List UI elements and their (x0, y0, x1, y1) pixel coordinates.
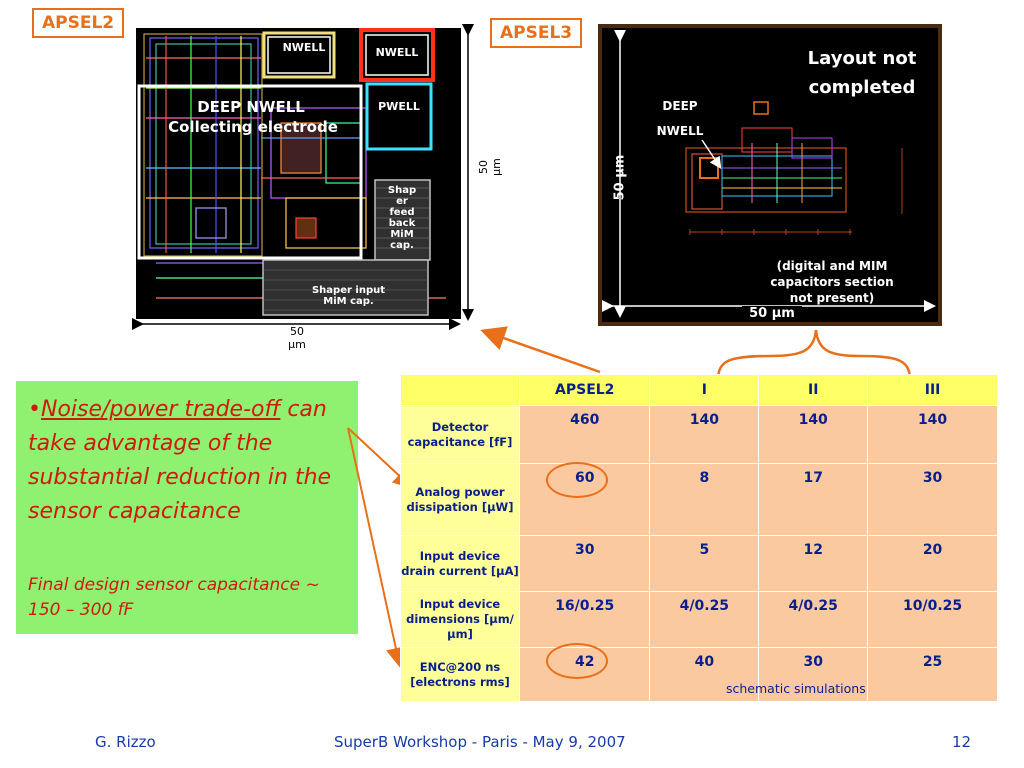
apsel3-layout-frame (598, 24, 942, 326)
footer-page-number: 12 (952, 733, 972, 751)
table-header-cell: I (650, 375, 759, 406)
table-cell: 60 (520, 464, 650, 536)
table-row (401, 406, 998, 464)
footer-author: G. Rizzo (95, 733, 156, 751)
simulation-note: schematic simulations (726, 681, 866, 696)
table-cell: 20 (868, 536, 998, 592)
table-cell: 140 (650, 406, 759, 464)
row-label: Input device dimensions [μm/μm] (401, 592, 520, 648)
apsel3-dim-horizontal: 50 μm (742, 306, 802, 321)
row-label: Input device drain current [μA] (401, 536, 520, 592)
row-label: Detector capacitance [fF] (401, 406, 520, 464)
row-label: Analog power dissipation [μW] (401, 464, 520, 536)
pwell-label: PWELL (378, 100, 420, 113)
main-bullet (28, 393, 350, 529)
sub-bullet: Final design sensor capacitance ~ 150 – 300 fF (28, 575, 320, 620)
apsel3-dim-vertical: 50 μm (612, 154, 628, 201)
table-header-cell: III (868, 375, 998, 406)
table-cell: 30 (759, 648, 868, 702)
apsel2-pointer-arrow (492, 334, 600, 372)
apsel2-tag (32, 8, 124, 38)
apsel3-layout-image (602, 28, 938, 322)
footer-event: SuperB Workshop - Paris - May 9, 2007 (334, 733, 626, 751)
table-row (401, 592, 998, 648)
bullet-main-text: can take advantage of the substantial reduction in the sensor capacitance (28, 397, 332, 524)
table-cell: 140 (868, 406, 998, 464)
table-cell: 17 (759, 464, 868, 536)
table-header-cell: APSEL2 (520, 375, 650, 406)
nwell-label-a: NWELL (282, 41, 326, 54)
table-cell: 12 (759, 536, 868, 592)
nwell-label-b: NWELL (375, 46, 419, 59)
bullet-underlined-text: Noise/power trade-off (40, 397, 281, 422)
shaper-input-label: Shaper input MiM cap. (311, 285, 386, 307)
table-row (401, 536, 998, 592)
table-cell: 10/0.25 (868, 592, 998, 648)
apsel3-deep-nwell-label: DEEP NWELL (656, 99, 704, 138)
row-label: ENC@200 ns [electrons rms] (401, 648, 520, 702)
apsel2-dimension-arrows (130, 22, 490, 332)
table-cell: 30 (520, 536, 650, 592)
apsel2-tag-text: APSEL2 (42, 13, 115, 33)
table-cell: 5 (650, 536, 759, 592)
table-row (401, 464, 998, 536)
table-cell: 4/0.25 (650, 592, 759, 648)
table-cell: 30 (868, 464, 998, 536)
table-cell: 460 (520, 406, 650, 464)
apsel3-layout-status: Layout not completed (807, 48, 917, 98)
collecting-electrode-label: Collecting electrode (168, 118, 338, 136)
highlight-circle-enc (546, 643, 608, 679)
table-cell: 40 (650, 648, 759, 702)
bullet-box (16, 381, 358, 634)
apsel3-note: (digital and MIM capacitors section not present) (770, 259, 894, 305)
apsel3-tag-text: APSEL3 (500, 23, 573, 43)
table-cell: 140 (759, 406, 868, 464)
table-row (401, 648, 998, 702)
apsel3-brace (718, 330, 910, 380)
highlight-circle-power (546, 462, 608, 498)
apsel2-dim-horizontal: 50 μm (288, 325, 306, 351)
table-header-row (401, 375, 998, 406)
table-header-cell: II (759, 375, 868, 406)
table-cell: 8 (650, 464, 759, 536)
deep-nwell-label: DEEP NWELL (197, 98, 305, 116)
table-cell: 25 (868, 648, 998, 702)
apsel2-dim-vertical: 50 μm (477, 158, 503, 176)
shaper-feedback-label: Shap er feed back MiM cap. (387, 185, 417, 251)
table-cell: 42 (520, 648, 650, 702)
bullet-marker: • (28, 397, 41, 422)
table-cell: 4/0.25 (759, 592, 868, 648)
apsel3-tag (490, 18, 582, 48)
table-header-cell (401, 375, 520, 406)
comparison-table (400, 374, 998, 702)
table-cell: 16/0.25 (520, 592, 650, 648)
